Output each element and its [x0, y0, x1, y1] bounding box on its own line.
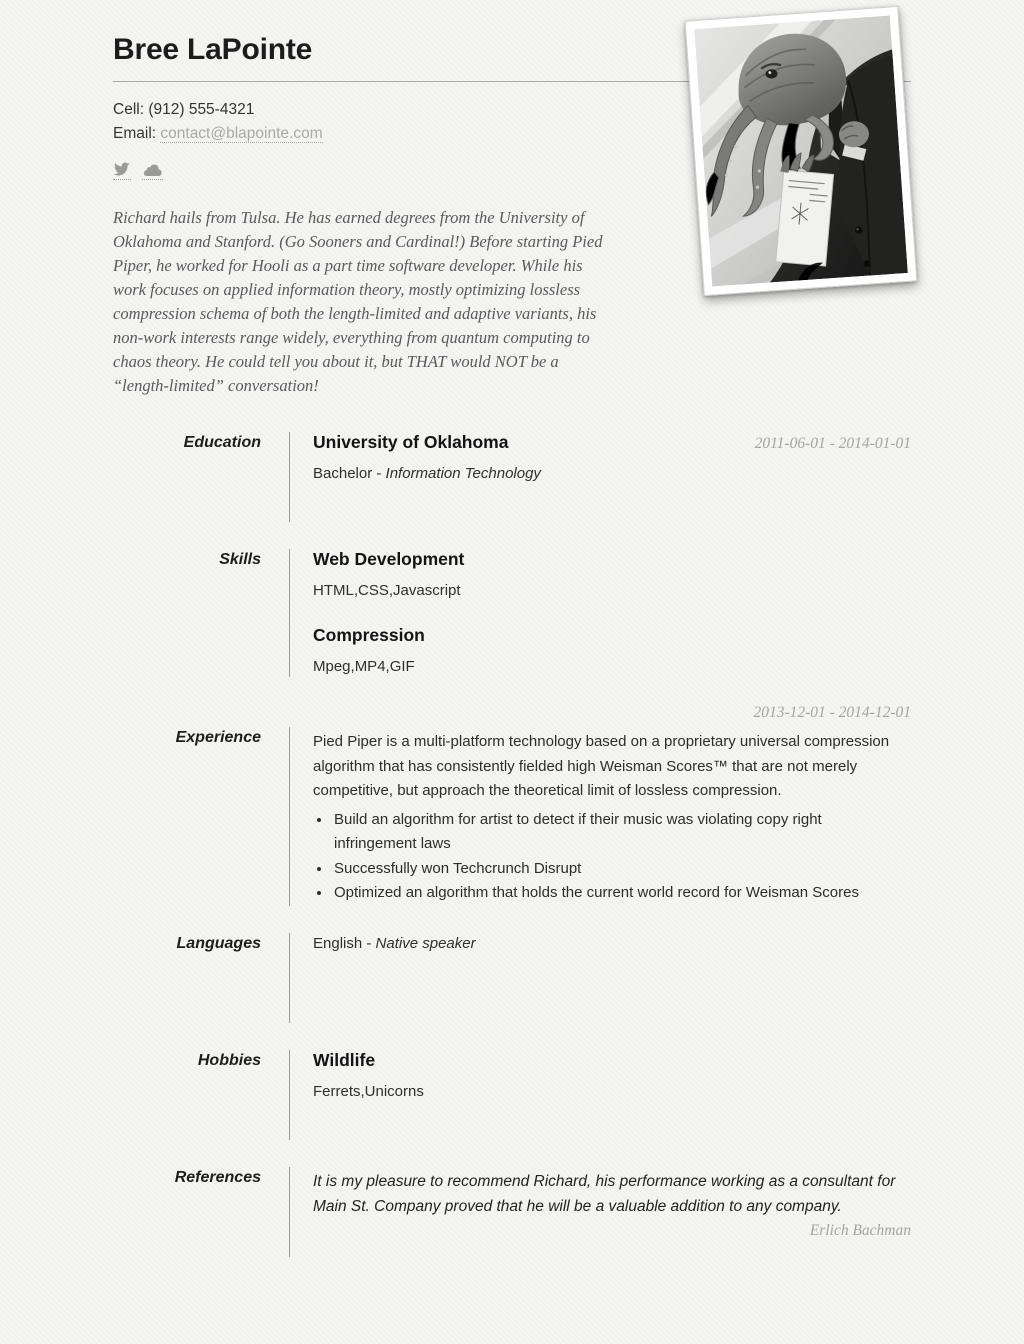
experience-summary: Pied Piper is a multi-platform technology based on a proprietary universal compression algorithm that has consistently fielded high Weisman Scores™ that are not merely competitive, but approach the theoretical limit of lossless compression.: [313, 733, 890, 799]
cell-value: (912) 555-4321: [148, 101, 255, 118]
language-line: [313, 933, 911, 954]
section-references: [113, 1167, 911, 1257]
cloud-icon: [142, 164, 163, 181]
skill-item: [313, 625, 911, 677]
portrait-photo: [685, 6, 918, 296]
skill-name: Web Development: [313, 549, 465, 569]
cell-label: Cell:: [113, 101, 145, 118]
section-label-skills: Skills: [113, 549, 290, 677]
skill-item: [313, 549, 911, 601]
language-fluency: Native speaker: [375, 934, 476, 952]
education-degree: Bachelor: [313, 465, 373, 482]
education-degree-line: [313, 463, 911, 484]
soundcloud-link[interactable]: [142, 163, 163, 180]
skill-keywords: HTML,CSS,Javascript: [313, 582, 461, 599]
education-institution: University of Oklahoma: [313, 432, 509, 452]
section-label-hobbies: Hobbies: [113, 1050, 290, 1140]
skill-name: Compression: [313, 625, 425, 645]
email-label: Email:: [113, 125, 157, 142]
reference-quote: It is my pleasure to recommend Richard, his performance working as a consultant for Main St. Company proved that he will be a valuable addition to any company.: [313, 1172, 896, 1215]
experience-highlight: • Optimized an algorithm that holds the current world record for Weisman Scores: [332, 881, 903, 906]
section-label-education: Education: [113, 432, 290, 522]
language-name: English: [313, 934, 363, 952]
section-label-references: References: [113, 1167, 290, 1257]
hobby-name: Wildlife: [313, 1049, 376, 1070]
twitter-link[interactable]: [113, 162, 131, 180]
hobby-keywords: Ferrets,Unicorns: [313, 1082, 424, 1100]
section-languages: [113, 933, 911, 1023]
language-separator: -: [366, 934, 372, 952]
section-hobbies: [113, 1050, 911, 1140]
twitter-icon: [113, 164, 131, 181]
about-text: Richard hails from Tulsa. He has earned degrees from the University of Oklahoma and Stanford. (Go Sooners and Cardinal!) Before starting Pied Piper, he worked for Hooli as a part time software developer. While his work focuses on applied information theory, mostly optimizing lossless compression schema of both the length-limited and adaptive variants, his non-work interests range widely, everything from quantum computing to chaos theory. He could tell you about it, but THAT would NOT be a “length-limited” conversation!: [113, 208, 603, 395]
reference-name: Erlich Bachman: [809, 1221, 911, 1239]
page-title: Bree LaPointe: [113, 33, 313, 66]
education-date: 2011-06-01 - 2014-01-01: [754, 435, 911, 452]
experience-highlights: [313, 808, 903, 906]
education-area: Information Technology: [385, 465, 541, 482]
section-education: [113, 432, 911, 522]
experience-highlight: • Successfully won Techcrunch Disrupt: [332, 857, 903, 882]
experience-highlight: • Build an algorithm for artist to detect if their music was violating copy right infringement laws: [332, 808, 903, 857]
experience-date: 2013-12-01 - 2014-12-01: [753, 704, 911, 721]
section-label-languages: Languages: [113, 933, 290, 1023]
email-link[interactable]: contact@blapointe.com: [160, 125, 323, 142]
section-skills: [113, 549, 911, 677]
portrait-illustration: [694, 15, 908, 286]
section-experience: [113, 704, 911, 906]
education-separator: -: [376, 465, 382, 482]
skill-keywords: Mpeg,MP4,GIF: [313, 658, 415, 675]
resume-sections: [113, 432, 911, 1257]
section-label-experience: Experience: [113, 727, 290, 906]
